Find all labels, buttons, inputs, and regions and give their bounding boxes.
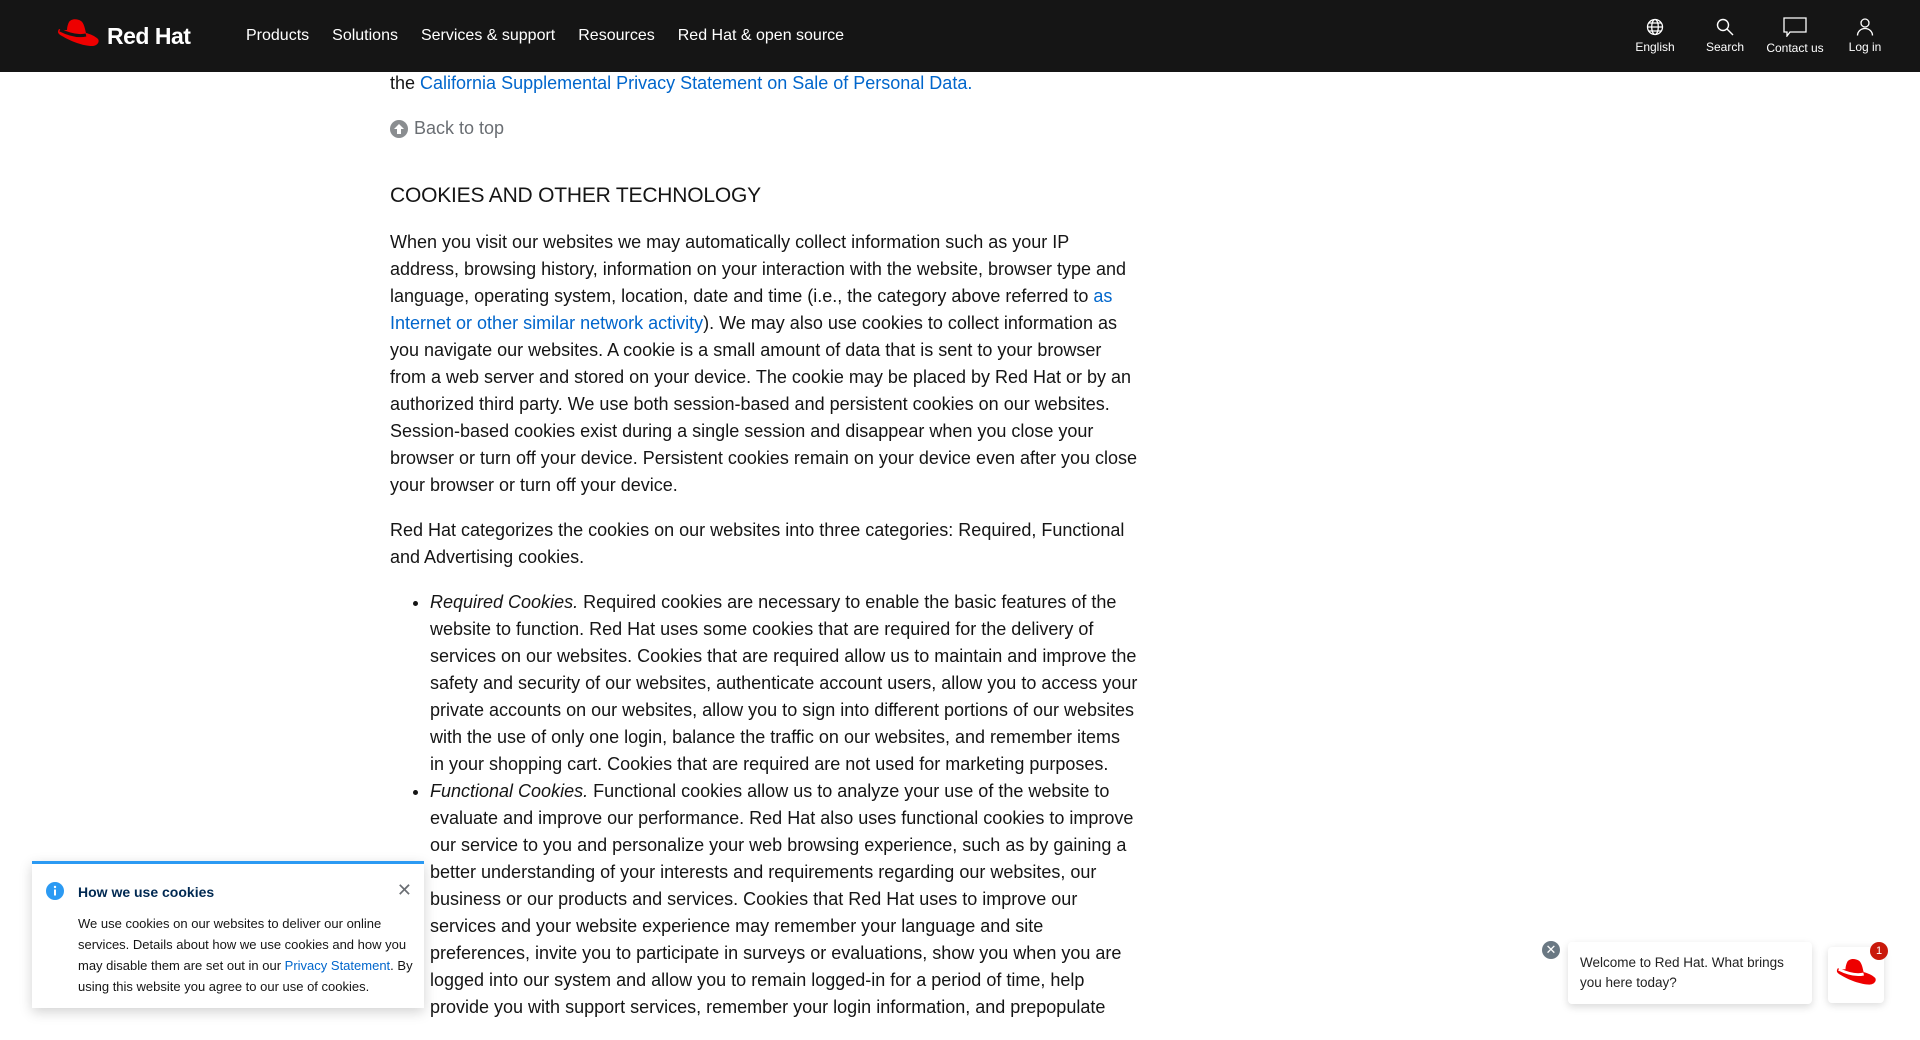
- globe-icon: [1646, 18, 1664, 36]
- cookie-banner-title: How we use cookies: [78, 884, 215, 900]
- chat-icon: [1783, 17, 1807, 37]
- top-navigation: [0, 0, 1920, 72]
- red-hat-icon: [1834, 957, 1878, 993]
- nav-products[interactable]: Products: [246, 27, 310, 44]
- back-to-top-label: Back to top: [414, 118, 505, 138]
- intro-text: the: [390, 73, 421, 93]
- paragraph-cookies-intro: [390, 229, 1138, 499]
- arrow-circle-up-icon: [390, 120, 408, 138]
- article-content: [390, 72, 1138, 1021]
- chat-welcome-bubble[interactable]: Welcome to Red Hat. What brings you here today?: [1568, 942, 1812, 1004]
- intro-line: [390, 70, 1138, 97]
- search-button[interactable]: [1690, 0, 1760, 72]
- brand-name: Red Hat: [107, 22, 191, 49]
- main-nav: [246, 0, 844, 72]
- nav-solutions[interactable]: Solutions: [332, 27, 398, 44]
- search-icon: [1716, 18, 1734, 36]
- login-button[interactable]: [1830, 0, 1900, 72]
- term: Required Cookies.: [430, 592, 579, 612]
- california-privacy-link[interactable]: California Supplemental Privacy Statement on Sale of Personal Data.: [420, 73, 973, 93]
- contact-label: Contact us: [1766, 41, 1824, 55]
- back-to-top-link[interactable]: [390, 115, 1138, 142]
- red-hat-logo[interactable]: [55, 18, 190, 54]
- paragraph-text: When you visit our websites we may automatically collect information such as your IP address, browsing history, information on your interaction with the website, browser type and language, operating system, location, date and time (i.e., the category above referred to: [390, 232, 1127, 306]
- term: Functional Cookies.: [430, 781, 589, 801]
- paragraph-categories: Red Hat categorizes the cookies on our websites into three categories: Required, Functional and Advertising cookies.: [390, 520, 1125, 567]
- banner-text: We use cookies on our websites to deliver our online services. Details about how we use cookies and how you may disable them are set out in our: [78, 916, 407, 973]
- list-item-functional: [430, 778, 1138, 1021]
- utility-nav: [1620, 0, 1900, 72]
- nav-red-hat-open-source[interactable]: Red Hat & open source: [677, 27, 845, 44]
- cookie-category-list: [390, 589, 1138, 1021]
- notification-badge: 1: [1870, 942, 1888, 960]
- language-label: English: [1635, 40, 1675, 54]
- language-button[interactable]: [1620, 0, 1690, 72]
- search-label: Search: [1705, 40, 1745, 54]
- cookie-banner-text: [78, 913, 414, 997]
- section-heading: COOKIES AND OTHER TECHNOLOGY: [390, 184, 761, 207]
- red-hat-icon: [55, 18, 101, 54]
- nav-resources[interactable]: Resources: [578, 27, 655, 44]
- info-icon: [46, 882, 64, 900]
- list-item-required: [430, 589, 1138, 778]
- description: Required cookies are necessary to enable the basic features of the website to function. Red Hat uses some cookies that are required for the delivery of services on our websites. Cookies that are required allow us to maintain and improve the safety and security of our websites, authenticate account users, allow you to access your private accounts on our websites, allow you to sign into different portions of our websites with the use of only one login, balance the traffic on our websites, and remember items in your shopping cart. Cookies that are required are not used for marketing purposes.: [430, 592, 1138, 774]
- login-label: Log in: [1848, 40, 1882, 54]
- cookie-banner: [32, 861, 424, 1008]
- user-icon: [1856, 18, 1874, 36]
- close-icon[interactable]: ✕: [396, 880, 412, 900]
- description: Functional cookies allow us to analyze your use of the website to evaluate and improve our performance. Red Hat also uses functional cookies to improve our service to you and personalize your web browsing experience, such as by gaining a better understanding of your interests and requirements regarding our websites, our business or our products and services. Cookies that Red Hat uses to improve our services and your website experience may remember your language and site preferences, invite you to participate in surveys or evaluations, show you when you are logged into our system and allow you to remain logged-in for a period of time, help provide you with support services, remember your login information, and prepopulate: [430, 781, 1134, 1017]
- chat-close-icon[interactable]: ✕: [1542, 941, 1560, 959]
- paragraph-text: ). We may also use cookies to collect information as you navigate our websites. A cookie is a small amount of data that is sent to your browser from a web server and stored on your device. The cookie may be placed by Red Hat or by an authorized third party. We use both session-based and persistent cookies on our websites. Session-based cookies exist during a single session and disappear when you close your browser or turn off your device. Persistent cookies remain on your device even after you close your browser or turn off your device.: [390, 313, 1138, 495]
- banner-text: . By using this website you agree to our use of cookies.: [78, 958, 413, 994]
- contact-button[interactable]: [1760, 0, 1830, 72]
- internet-activity-link[interactable]: as Internet or other similar network activity: [390, 286, 1113, 333]
- privacy-statement-link[interactable]: Privacy Statement: [284, 958, 391, 973]
- nav-services-support[interactable]: Services & support: [420, 27, 556, 44]
